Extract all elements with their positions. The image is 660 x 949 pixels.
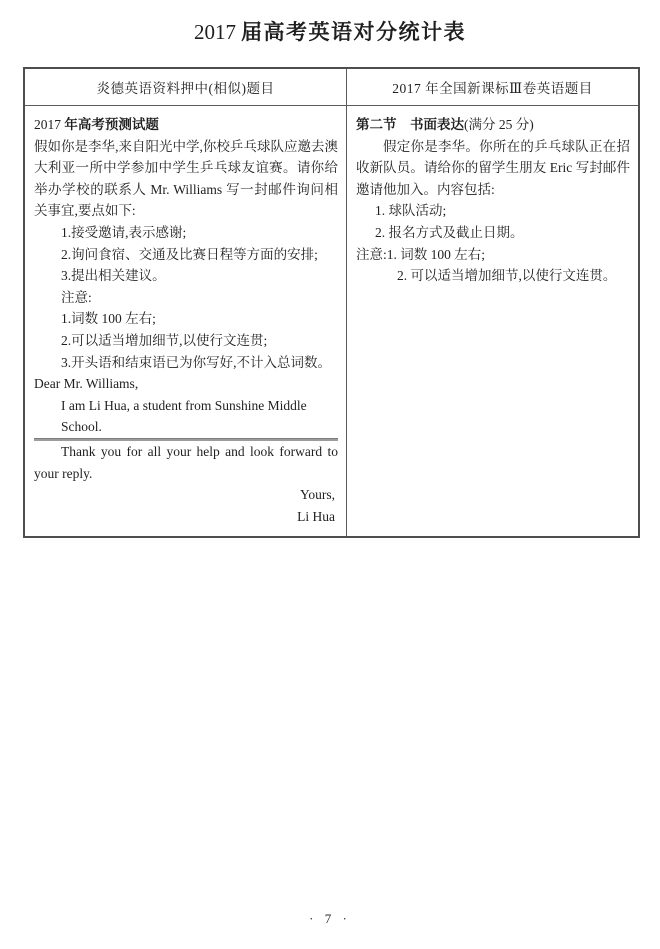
letter-salutation: Dear Mr. Williams, (34, 376, 139, 392)
table-header-left: 炎德英语资料押中(相似)题目 (25, 69, 347, 106)
right-section-score: (满分 25 分) (464, 117, 534, 132)
right-note-1: 1. 词数 100 左右; (386, 246, 486, 262)
right-point-2: 2. 报名方式及截止日期。 (375, 224, 524, 240)
right-notes-line-1 (356, 244, 630, 266)
page-title (0, 19, 660, 45)
right-section-heading (356, 114, 630, 136)
table-header-right: 2017 年全国新课标Ⅲ卷英语题目 (347, 69, 638, 106)
right-question-cell (347, 106, 638, 536)
left-intro-paragraph: 假如你是李华,来自阳光中学,你校乒乓球队应邀去澳大利亚一所中学参加中学生乒乓球友谊赛。请你给举办学校的联系人 Mr. Williams 写一封邮件询问相关事宜,要点如下: (34, 138, 338, 219)
right-section-label: 第二节 书面表达 (356, 117, 464, 132)
right-point-1: 1. 球队活动; (375, 203, 447, 219)
left-point-1: 1.接受邀请,表示感谢; (61, 224, 187, 240)
page-title-text: 届高考英语对分统计表 (241, 20, 466, 44)
comparison-table (23, 67, 640, 538)
letter-opening-line: I am Li Hua, a student from Sunshine Middle School. (61, 397, 307, 435)
left-heading (34, 114, 338, 136)
left-notes-label: 注意: (61, 289, 92, 305)
letter-closing-line: Thank you for all your help and look forward to your reply. (34, 443, 338, 481)
letter-signature: Li Hua (297, 508, 335, 524)
left-question-cell (25, 106, 347, 536)
page-number: · 7 · (309, 911, 351, 926)
right-intro-paragraph: 假定你是李华。你所在的乒乓球队正在招收新队员。请给你的留学生朋友 Eric 写封邮件邀请他加入。内容包括: (356, 138, 630, 197)
letter-signoff: Yours, (299, 487, 335, 503)
page-title-year: 2017 (194, 20, 236, 44)
left-note-3: 3.开头语和结束语已为你写好,不计入总词数。 (61, 354, 331, 370)
left-heading-text: 年高考预测试题 (64, 117, 159, 132)
left-note-2: 2.可以适当增加细节,以使行文连贯; (61, 332, 268, 348)
left-point-2: 2.询问食宿、交通及比赛日程等方面的安排; (61, 246, 318, 262)
left-note-1: 1.词数 100 左右; (61, 311, 156, 327)
left-heading-year: 2017 (34, 117, 61, 132)
right-note-2: 2. 可以适当增加细节,以使行文连贯。 (397, 268, 617, 284)
left-point-3: 3.提出相关建议。 (61, 268, 166, 284)
right-notes-label: 注意: (356, 246, 387, 262)
